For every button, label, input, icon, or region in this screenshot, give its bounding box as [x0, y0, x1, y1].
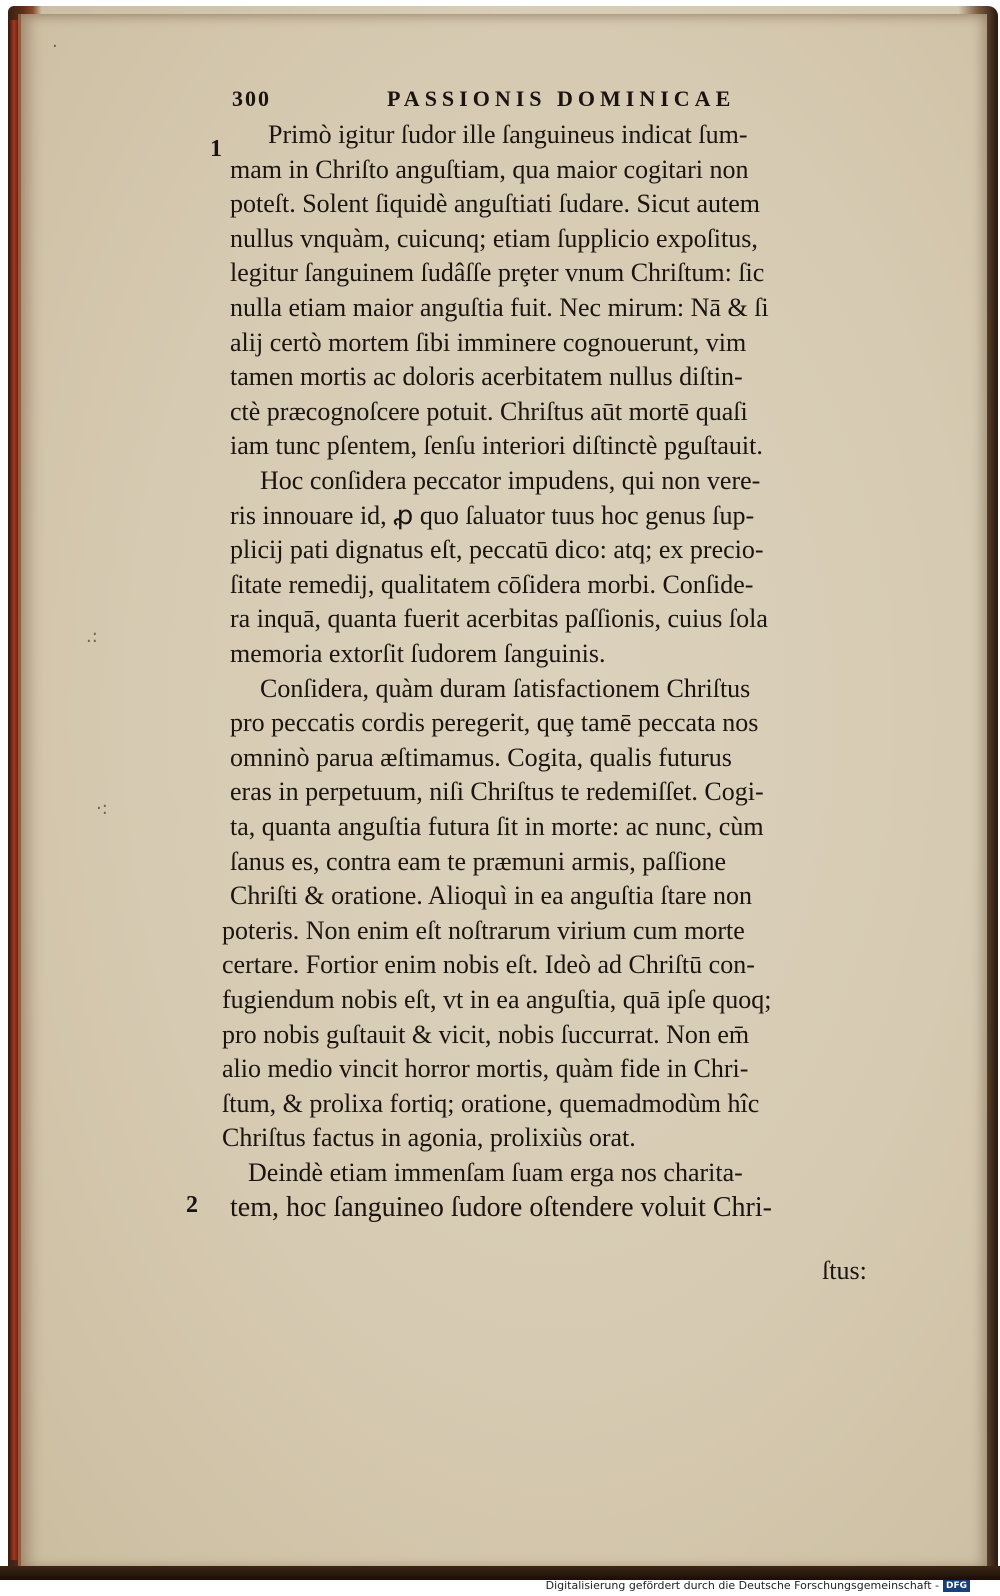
text-line: certare. Fortior enim nobis eſt. Ideò ad Chriſtū con- — [222, 950, 755, 980]
text-line: ris innouare id, ꝓ quo ſaluator tuus hoc genus ſup- — [230, 500, 755, 530]
text-line: Primò igitur ſudor ille ſanguineus indicat ſum- — [268, 120, 748, 149]
running-title: PASSIONIS DOMINICAE — [387, 86, 736, 111]
text-line: fugiendum nobis eſt, vt in ea anguſtia, quā ipſe quoq; — [222, 985, 772, 1014]
text-line: plicij pati dignatus eſt, peccatū dico: atq; ex precio- — [230, 535, 764, 565]
text-line: Chriſtus factus in agonia, prolixiùs orat. — [222, 1123, 636, 1153]
text-line: alio medio vincit horror mortis, quàm fide in Chri- — [222, 1054, 749, 1084]
text-line: Hoc conſidera peccator impudens, qui non vere- — [260, 466, 761, 495]
text-line: legitur ſanguinem ſudâſſe prȩter vnum Chriſtum: ſic — [230, 258, 765, 288]
text-line: memoria extorſit ſudorem ſanguinis. — [230, 639, 606, 668]
page-blemish: ·: — [96, 798, 108, 819]
text-line: tem, hoc ſanguineo ſudore oſtendere voluit Chri- — [230, 1191, 772, 1223]
text-line: omninò parua æſtimamus. Cogita, qualis futurus — [230, 742, 732, 772]
page-bottom-shadow — [0, 1566, 1000, 1580]
text-line: poteris. Non enim eſt noſtrarum virium cum morte — [222, 915, 745, 945]
spine-edge — [10, 20, 18, 1560]
text-line: pro nobis guſtauit & vicit, nobis ſuccurrat. Non em̄ — [222, 1019, 750, 1049]
text-line: tamen mortis ac doloris acerbitatem nullus diſtin- — [230, 362, 743, 392]
text-line: Conſidera, quàm duram ſatisfactionem Chriſtus — [260, 673, 751, 703]
text-line: eras in perpetuum, niſi Chriſtus te redemiſſet. Cogi- — [230, 777, 764, 807]
digitization-credit — [546, 1579, 970, 1592]
running-header — [232, 86, 792, 116]
text-line: ſitate remedij, qualitatem cōſidera morbi. Conſide- — [230, 569, 754, 599]
text-line: alij certò mortem ſibi imminere cognouerunt, vim — [230, 327, 747, 357]
marginal-number-1: 1 — [210, 136, 222, 162]
page-blemish: .: — [86, 626, 98, 647]
text-line: poteſt. Solent ſiquidè anguſtiati ſudare. Sicut autem — [230, 189, 761, 219]
marginal-number-2: 2 — [186, 1192, 198, 1218]
page-blemish: · — [52, 36, 58, 57]
dfg-logo: DFG — [943, 1580, 970, 1592]
text-line: mam in Chriſto anguſtiam, qua maior cogitari non — [230, 154, 749, 184]
text-line: nulla etiam maior anguſtia fuit. Nec mirum: Nā & ſi — [230, 293, 769, 322]
text-line: Chriſti & oratione. Alioquì in ea anguſtia ſtare non — [230, 881, 753, 911]
text-line: pro peccatis cordis peregerit, quȩ tamē peccata nos — [230, 708, 759, 738]
text-line: ra inquā, quanta fuerit acerbitas paſſionis, cuius ſola — [230, 604, 768, 634]
credit-text: Digitalisierung gefördert durch die Deutsche Forschungsgemeinschaft - — [545, 1579, 939, 1592]
text-line: ta, quanta anguſtia futura ſit in morte: ac nunc, cùm — [230, 812, 764, 841]
page-number: 300 — [232, 86, 271, 111]
text-line: ctè præcognoſcere potuit. Chriſtus aūt mortē quaſi — [230, 396, 748, 426]
text-line: nullus vnquàm, cuicunq; etiam ſupplicio expoſitus, — [230, 223, 758, 253]
catchword: ſtus: — [822, 1256, 867, 1285]
text-line: iam tunc pſentem, ſenſu interiori diſtinctè pguſtauit. — [230, 431, 763, 461]
text-line: ſanus es, contra eam te præmuni armis, paſſione — [230, 846, 727, 876]
text-line: Deindè etiam immenſam ſuam erga nos charita- — [248, 1158, 743, 1187]
text-line: ſtum, & prolixa fortiq; oratione, quemadmodùm hîc — [222, 1088, 760, 1118]
